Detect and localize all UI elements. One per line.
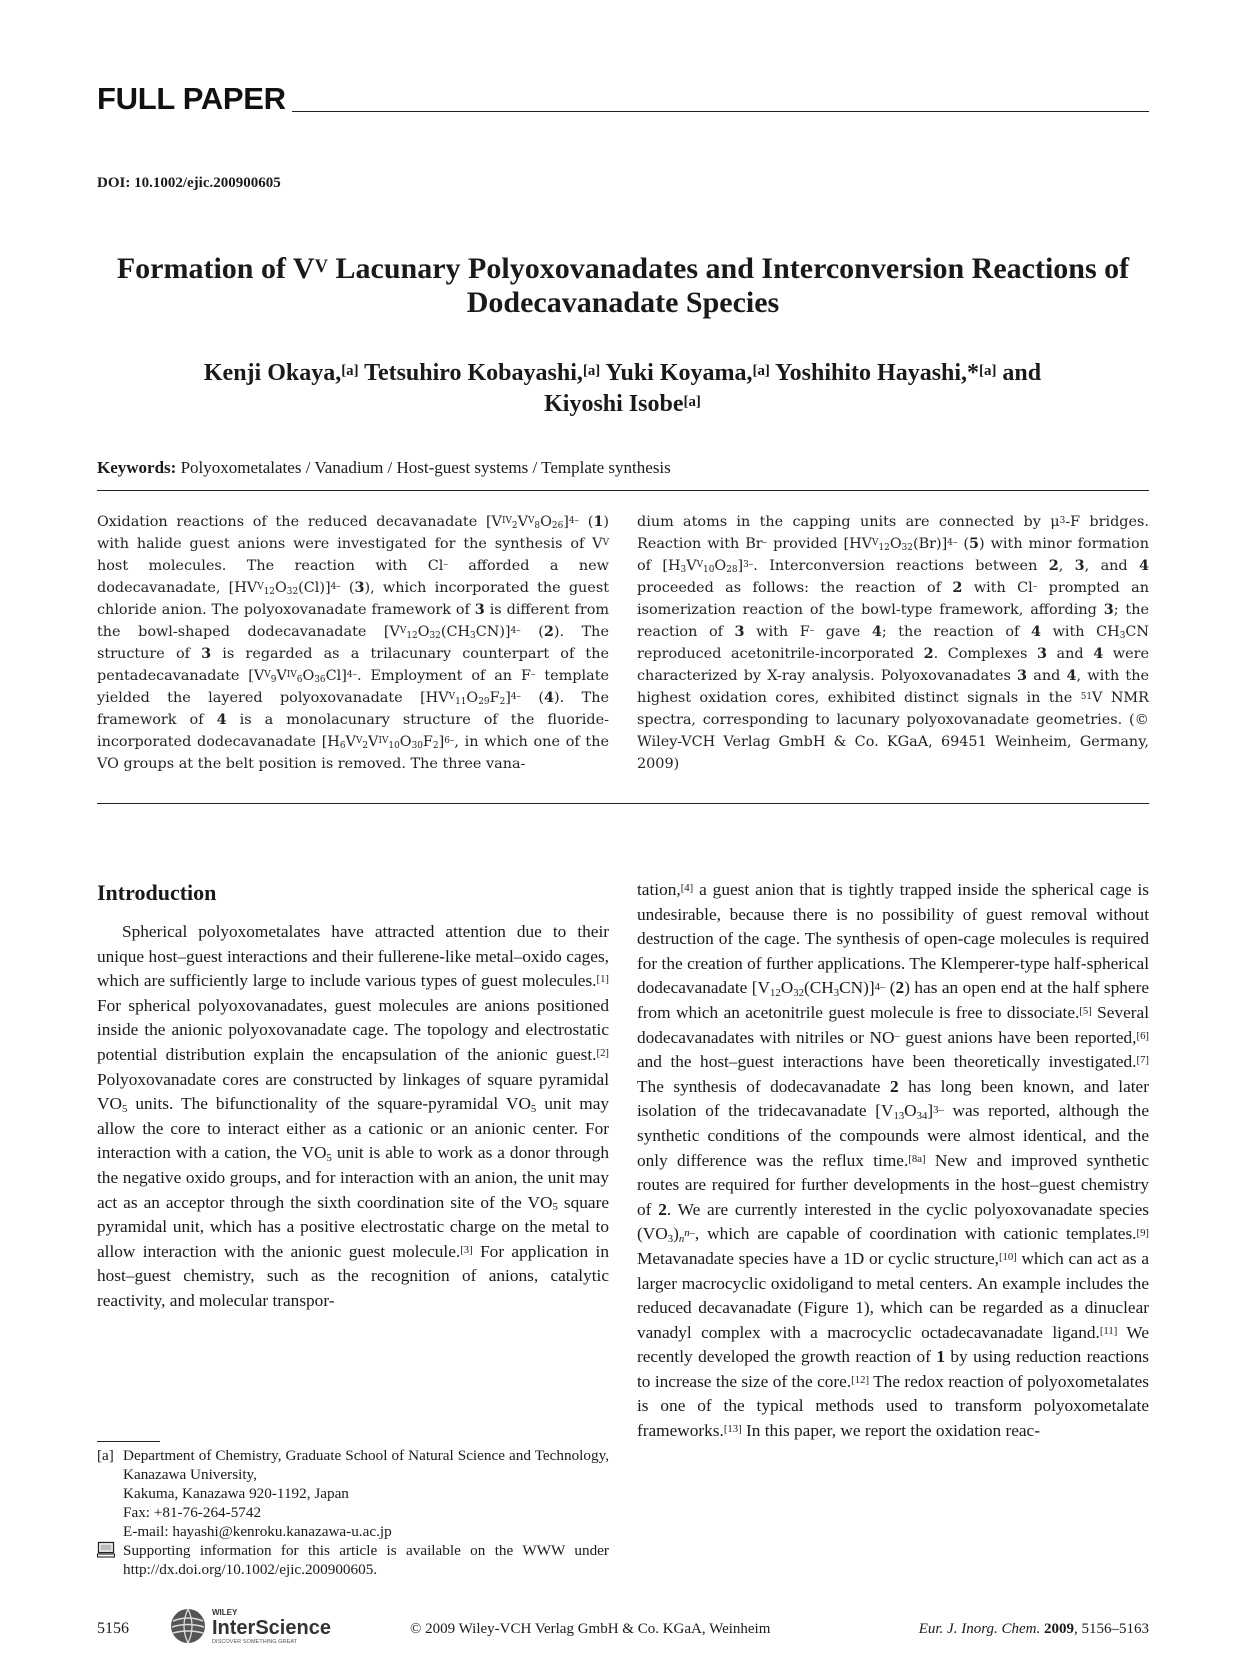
section-heading-introduction: Introduction: [97, 880, 217, 905]
supporting-info-footnote: [97, 1541, 609, 1579]
interscience-logo: [168, 1605, 348, 1647]
copyright: © 2009 Wiley-VCH Verlag GmbH & Co. KGaA, Weinheim: [410, 1621, 771, 1637]
body-paragraph: Spherical polyoxometalates have attracted attention due to their unique host–guest interactions and their fullerene-like metal–oxido cages, which are sufficiently large to include various types of guest molecules.[1] For spherical polyoxovanadates, guest molecules are anions positioned inside the anionic polyoxovanadate cage. The topology and electrostatic potential distribution explain the encapsulation of the anionic guest.[2] Polyoxovanadate cores are constructed by linkages of square pyramidal $VO_5$ units. The bifunctionality of the square-pyramidal $VO_5$ unit may allow the core to interact either as a cationic or an anionic center. For interaction with a cation, the $VO_5$ unit is able to work as a donor through the negative oxido groups, and for interaction with an anion, the unit may act as an acceptor through the sixth coordination site of the $VO_5$ square pyramidal unit, which has a positive electrostatic charge on the metal to allow interaction with the anionic guest molecule.[3] For application in host–guest chemistry, such as the recognition of anions, catalytic reactivity, and molecular transpor-: [97, 922, 609, 1310]
footnote-mark: [a]: [97, 1447, 114, 1464]
abstract-column-right: dium atoms in the capping units are connected by $\mu^3-F$ bridges. Reaction with Br– provided $[HV^V_{12}O_{32}(Br)]^{4-}$ (5) with minor formation of $[H_3V^V_{10}O_{28}]^{3-}$. Interconversion reactions between 2, 3, and 4 proceeded as follows: the reaction of 2 with Cl– prompted an isomerization reaction of the bowl-type framework, affording 3; the reaction of 3 with F– gave 4; the reaction of 4 with $CH_3CN$ reproduced acetonitrile-incorporated 2. Complexes 3 and 4 were characterized by X-ray analysis. Polyoxovanadates 3 and 4, with the highest oxidation cores, exhibited distinct signals in the $^{51}$V NMR spectra, corresponding to lacunary polyoxovanadate geometries. (© Wiley-VCH Verlag GmbH & Co. KGaA, 69451 Weinheim, Germany, 2009): [637, 514, 1150, 772]
keywords: [97, 458, 671, 478]
author-5: Kiyoshi Isobe: [544, 391, 684, 417]
title-part1: Formation of V: [116, 252, 315, 285]
author-3: Yuki Koyama,: [600, 360, 753, 386]
journal-year: 2009: [1044, 1621, 1074, 1637]
supporting-info-text: Supporting information for this article is available on the WWW under http://dx.doi.org/10.1002/ejic.200900605.: [123, 1542, 609, 1578]
author-conjunction: and: [996, 360, 1042, 386]
journal-pages: , 5156–5163: [1074, 1621, 1149, 1637]
affiliation-line: Department of Chemistry, Graduate School of Natural Science and Technology, Kanazawa University,: [123, 1447, 609, 1483]
section-label: FULL PAPER: [97, 81, 286, 116]
journal-name: Eur. J. Inorg. Chem.: [918, 1621, 1041, 1637]
author-2: Tetsuhiro Kobayashi,: [358, 360, 583, 386]
author-list: [140, 358, 1105, 420]
journal-citation: [890, 1621, 1149, 1638]
header-rule: [292, 111, 1149, 112]
title-part2: Lacunary Polyoxovanadates and Interconversion Reactions of: [328, 252, 1130, 285]
logo-small-text: WILEY: [212, 1608, 238, 1617]
abstract-column-left: Oxidation reactions of the reduced decavanadate $[V^{IV}_2V^V_8O_{26}]^{4-}$ (1) with halide guest anions were investigated for the synthesis of $V^V$ host molecules. The reaction with Cl– afforded a new dodecavanadate, $[HV^V_{12}O_{32}(Cl)]^{4-}$ (3), which incorporated the guest chloride anion. The polyoxovanadate framework of 3 is different from the bowl-shaped dodecavanadate $[V^V_{12}O_{32}(CH_3CN)]^{4-}$ (2). The structure of 3 is regarded as a trilacunary counterpart of the pentadecavanadate $[V^V_9V^{IV}_6O_{36}Cl]^{4-}$. Employment of an F– template yielded the layered polyoxovanadate $[HV^V_{11}O_{29}F_2]^{4-}$ (4). The framework of 4 is a monolacunary structure of the fluoride-incorporated dodecavanadate $[H_6V^V_2V^{IV}_{10}O_{30}F_2]^{6-}$, in which one of the VO groups at the belt position is removed. The three vana-: [97, 513, 610, 772]
logo-tagline: DISCOVER SOMETHING GREAT: [212, 1639, 298, 1645]
title-line2: Dodecavanadate Species: [466, 286, 780, 319]
title-sup: V: [314, 255, 329, 277]
affiliation-mark: [a]: [683, 393, 701, 410]
abstract-top-rule: [97, 490, 1149, 491]
affiliation-mark: [a]: [341, 362, 359, 379]
affiliation-mark: [a]: [979, 362, 997, 379]
affiliation-mark: [a]: [752, 362, 770, 379]
abstract-bottom-rule: [97, 803, 1149, 804]
affiliation-line: Fax: +81-76-264-5742: [123, 1504, 262, 1521]
doi: DOI: 10.1002/ejic.200900605: [97, 175, 281, 191]
keywords-label: Keywords:: [97, 458, 177, 477]
affiliation-line: Kakuma, Kanazawa 920-1192, Japan: [123, 1485, 349, 1502]
author-1: Kenji Okaya,: [203, 360, 342, 386]
keywords-text: Polyoxometalates / Vanadium / Host-guest systems / Template synthesis: [176, 458, 671, 477]
logo-text: InterScience: [212, 1617, 331, 1639]
body-column-left: [97, 920, 609, 1314]
logo-globe-icon: [168, 1605, 348, 1647]
running-header: [97, 82, 1149, 116]
footnotes: [97, 1446, 609, 1579]
author-4: Yoshihito Hayashi,*: [769, 360, 980, 386]
affiliation-line: E-mail: hayashi@kenroku.kanazawa-u.ac.jp: [123, 1523, 392, 1540]
page-number: 5156: [97, 1620, 129, 1637]
affiliation-text: [123, 1446, 609, 1541]
footnote-rule: [97, 1441, 160, 1442]
affiliation-footnote: [97, 1446, 609, 1541]
body-column-right: tation,[4] a guest anion that is tightly trapped inside the spherical cage is undesirable, because there is no possibility of guest removal without destruction of the cage. The synthesis of open-cage molecules is required for the creation of further applications. The Klemperer-type half-spherical dodecavanadate $[V_{12}O_{32}(CH_3CN)]^{4-}$ (2) has an open end at the half sphere from which an acetonitrile guest molecule is free to dissociate.[5] Several dodecavanadates with nitriles or NO– guest anions have been reported,[6] and the host–guest interactions have been theoretically investigated.[7] The synthesis of dodecavanadate 2 has long been known, and later isolation of the tridecavanadate $[V_{13}O_{34}]^{3-}$ was reported, although the synthetic conditions of the compounds were almost identical, and the only difference was the reflux time.[8a] New and improved synthetic routes are required for further developments in the host–guest chemistry of 2. We are currently interested in the cyclic polyoxovanadate species $(VO_3)_n^{n-}$, which are capable of coordination with cationic templates.[9] Metavanadate species have a 1D or cyclic structure,[10] which can act as a larger macrocyclic oxidoligand to metal centers. An example includes the reduced decavanadate (Figure 1), which can be regarded as a dinuclear vanadyl complex with a macrocyclic octadecavanadate ligand.[11] We recently developed the growth reaction of 1 by using reduction reactions to increase the size of the core.[12] The redox reaction of polyoxometalates is one of the typical methods used to transform polyoxometalate frameworks.[13] In this paper, we report the oxidation reac-: [637, 880, 1150, 1441]
computer-icon: [97, 1541, 123, 1579]
article-title: [97, 252, 1149, 320]
affiliation-mark: [a]: [582, 362, 601, 379]
